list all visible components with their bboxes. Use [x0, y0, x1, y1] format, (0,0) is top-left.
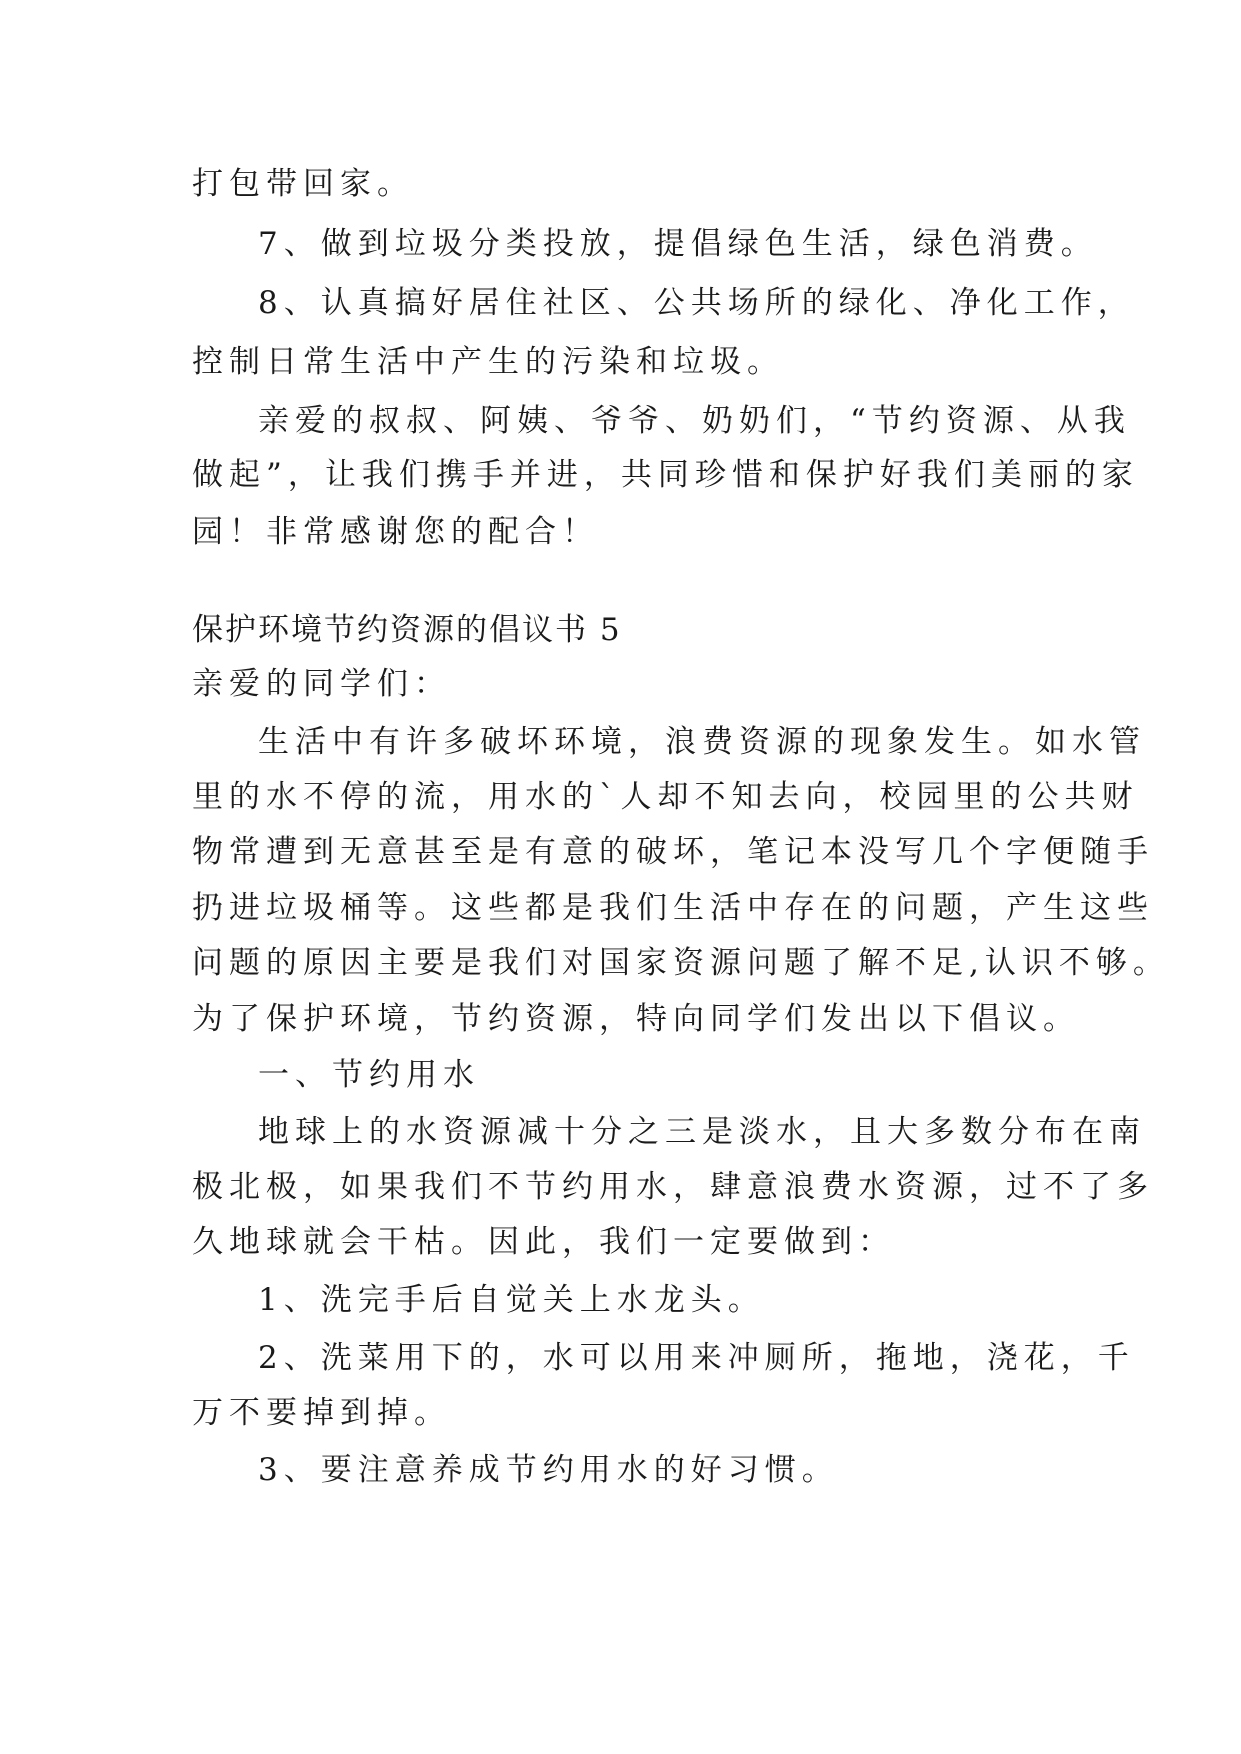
- text-line: 问题的原因主要是我们对国家资源问题了解不足,认识不够。: [192, 945, 1170, 981]
- text-line: 万不要掉到掉。: [192, 1395, 451, 1431]
- text-line: 极北极，如果我们不节约用水，肆意浪费水资源，过不了多: [192, 1169, 1154, 1205]
- text-line: 7、做到垃圾分类投放，提倡绿色生活，绿色消费。: [258, 226, 1098, 262]
- subheading: 一、节约用水: [258, 1057, 480, 1093]
- text-line: 园！非常感谢您的配合！: [192, 514, 599, 550]
- text-line: 里的水不停的流，用水的`人却不知去向，校园里的公共财: [192, 779, 1139, 815]
- text-line: 控制日常生活中产生的污染和垃圾。: [192, 344, 784, 380]
- text-line: 亲爱的叔叔、阿姨、爷爷、奶奶们，“节约资源、从我: [258, 403, 1131, 439]
- list-item: 2、洗菜用下的，水可以用来冲厕所，拖地，浇花，千: [258, 1340, 1135, 1376]
- salutation: 亲爱的同学们：: [192, 666, 451, 702]
- text-line: 8、认真搞好居住社区、公共场所的绿化、净化工作，: [258, 285, 1135, 321]
- text-line: 物常遭到无意甚至是有意的破坏，笔记本没写几个字便随手: [192, 834, 1154, 870]
- list-item: 1、洗完手后自觉关上水龙头。: [258, 1282, 765, 1318]
- list-item: 3、要注意养成节约用水的好习惯。: [258, 1452, 839, 1488]
- text-line: 为了保护环境，节约资源，特向同学们发出以下倡议。: [192, 1001, 1080, 1037]
- text-line: 生活中有许多破坏环境，浪费资源的现象发生。如水管: [258, 724, 1146, 760]
- text-line: 做起”，让我们携手并进，共同珍惜和保护好我们美丽的家: [192, 457, 1139, 493]
- text-line: 地球上的水资源减十分之三是淡水，且大多数分布在南: [258, 1114, 1146, 1150]
- section-title: 保护环境节约资源的倡议书 5: [192, 612, 622, 648]
- text-line: 扔进垃圾桶等。这些都是我们生活中存在的问题，产生这些: [192, 890, 1154, 926]
- text-line: 打包带回家。: [192, 166, 414, 202]
- text-line: 久地球就会干枯。因此，我们一定要做到：: [192, 1224, 895, 1260]
